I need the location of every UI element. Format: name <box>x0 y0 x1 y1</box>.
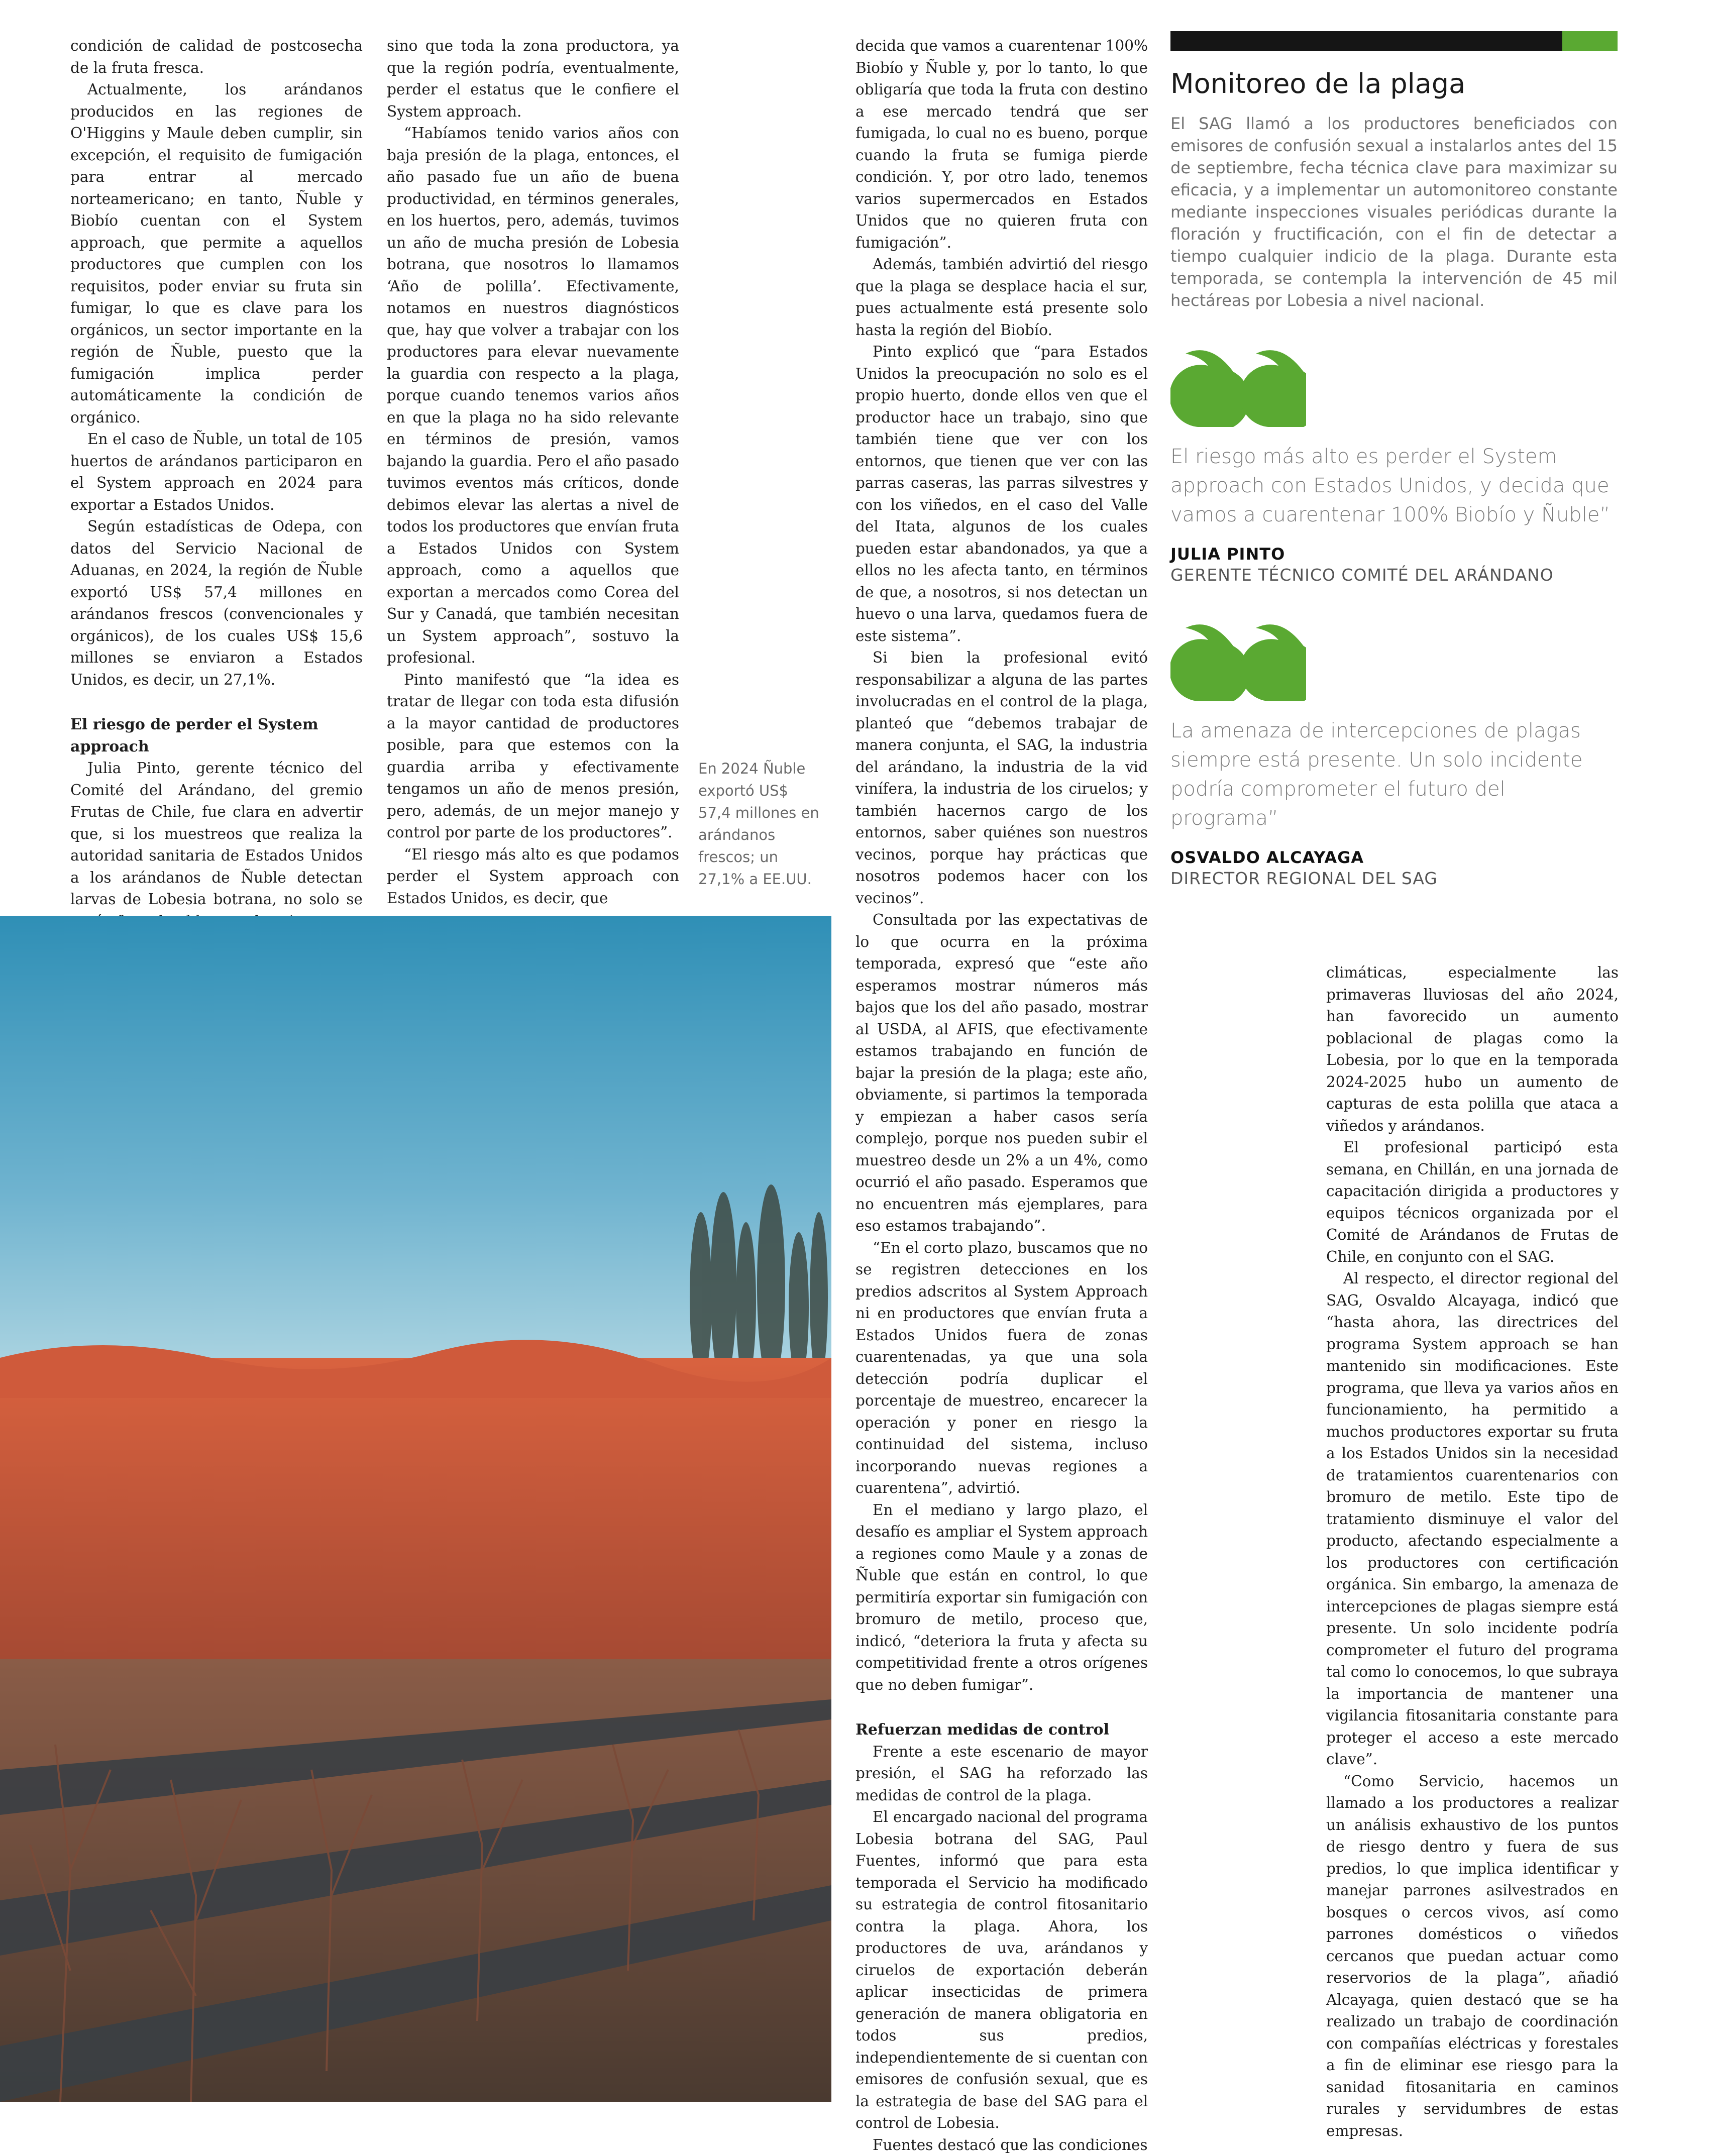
pull-quote <box>1170 616 1618 889</box>
paragraph: climáticas, especialmente las primaveras lluviosas del año 2024, han favorecido un aumento poblacional de plagas como la Lobesia, por lo que en la temporada 2024-2025 hubo un aumento de capturas de esta polilla que ataca a viñedos y arándanos. <box>1326 962 1619 1137</box>
paragraph: Si bien la profesional evitó responsabilizar a alguna de las partes involucradas en el control de la plaga, planteó que “debemos trabajar de manera conjunta, el SAG, la industria del arándano, la industria de la vid vinífera, la industria de los ciruelos; y también hacernos cargo de los entornos, saber quiénes son nuestros vecinos, porque hay prácticas que nosotros podemos hacer con los vecinos”. <box>855 647 1148 909</box>
paragraph: En el mediano y largo plazo, el desafío es ampliar el System approach a regiones como Maule y a zonas de Ñuble que están en control, lo que permitiría exportar sin fumigación con bromuro de metilo, proceso que, indicó, “deteriora la fruta y afecta su competitividad frente a otros orígenes que no deben fumigar”. <box>855 1499 1148 1696</box>
paragraph: Actualmente, los arándanos producidos en las regiones de O'Higgins y Maule deben cumplir, sin excepción, el requisito de fumigación para entrar al mercado norteamericano; en tanto, Ñuble y Biobío cuentan con el System approach, que permite a aquellos productores que cumplen con los requisitos, poder enviar su fruta sin fumigar, lo que es clave para los orgánicos, un sector importante en la región de Ñuble, puesto que la fumigación implica perder automáticamente la condición de orgánico. <box>70 79 363 428</box>
paragraph: El profesional participó esta semana, en Chillán, en una jornada de capacitación dirigida a productores y equipos técnicos organizada por el Comité de Arándanos de Frutas de Chile, en conjunto con el SAG. <box>1326 1137 1619 1268</box>
quote-mark-icon <box>1170 616 1306 701</box>
quote-mark-icon <box>1170 342 1306 427</box>
quote-author: JULIA PINTO <box>1170 544 1618 565</box>
paragraph: decida que vamos a cuarentenar 100% Biobío y Ñuble y, por lo tanto, lo que obligaría que toda la fruta con destino a ese mercado tendrá que ser fumigada, lo cual no es bueno, porque cuando la fruta se fumiga pierde condición. Y, por otro lado, tenemos varios supermercados en Estados Unidos que no quieren fruta con fumigación”. <box>855 35 1148 254</box>
paragraph: “Como Servicio, hacemos un llamado a los productores a realizar un análisis exhaustivo de los puntos de riesgo dentro y fuera de sus predios, lo que implica identificar y manejar parrones asilvestrados en bosques o cercos vivos, así como parrones domésticos o viñedos cercanos que puedan actuar como reservorios de la plaga”, añadió Alcayaga, quien destacó que se ha realizado un trabajo de coordinación con compañías eléctricas y forestales a fin de eliminar ese riesgo para la sanidad fitosanitaria en caminos rurales y servidumbres de estas empresas. <box>1326 1771 1619 2142</box>
paragraph: Según estadísticas de Odepa, con datos del Servicio Nacional de Aduanas, en 2024, la región de Ñuble exportó US$ 57,4 millones en arándanos frescos (convencionales y orgánicos), de los cuales US$ 15,6 millones se enviaron a Estados Unidos, es decir, un 27,1%. <box>70 516 363 691</box>
paragraph: “En el corto plazo, buscamos que no se registren detecciones en los predios adscritos al System Approach ni en productores que envían fruta a Estados Unidos fuera de zonas cuarentenadas, ya que una sola detección podría duplicar el porcentaje de muestreo, encarecer la operación y poner en riesgo la continuidad del sistema, incluso incorporando nuevas regiones a cuarentena”, advirtió. <box>855 1237 1148 1499</box>
paragraph: “El riesgo más alto es que podamos perder el System approach con Estados Unidos, es decir, que <box>387 844 679 910</box>
paragraph: El encargado nacional del programa Lobesia botrana del SAG, Paul Fuentes, informó que para esta temporada el Servicio ha modificado su estrategia de control fitosanitario contra la plaga. Ahora, los productores de uva, arándanos y ciruelos de exportación deberán aplicar insecticidas de primera generación de manera obligatoria en todos sus predios, independientemente de si cuentan con emisores de confusión sexual, que es la estrategia de base del SAG para el control de Lobesia. <box>855 1806 1148 2134</box>
pull-quote <box>1170 342 1618 586</box>
article-column-2 <box>387 35 679 909</box>
paragraph: Frente a este escenario de mayor presión, el SAG ha reforzado las medidas de control de la plaga. <box>855 1741 1148 1807</box>
paragraph: Además, también advirtió del riesgo que la plaga se desplace hacia el sur, pues actualmente está presente solo hasta la región del Biobío. <box>855 254 1148 341</box>
quote-author-role: DIRECTOR REGIONAL DEL SAG <box>1170 868 1618 889</box>
paragraph: Al respecto, el director regional del SAG, Osvaldo Alcayaga, indicó que “hasta ahora, las directrices del programa System approach se han mantenido sin modificaciones. Este programa, que lleva ya varios años en funcionamiento, ha permitido a muchos productores exportar su fruta a los Estados Unidos sin la necesidad de tratamientos cuarentenarios con bromuro de metilo. Este tipo de tratamiento disminuye el valor del producto, afectando especialmente a los productores con certificación orgánica. Sin embargo, la amenaza de intercepciones de plagas siempre está presente. Un solo incidente podría comprometer el futuro del programa tal como lo conocemos, lo que subraya la importancia de mantener una vigilancia fitosanitaria constante para proteger el acceso a este mercado clave”. <box>1326 1268 1619 1771</box>
sidebar-box <box>1170 31 1618 889</box>
paragraph: Consultada por las expectativas de lo que ocurra en la próxima temporada, expresó que “este año esperamos mostrar números más bajos que los del año pasado, mostrar al USDA, al AFIS, que efectivamente estamos trabajando en función de bajar la presión de la plaga; este año, obviamente, si partimos la temporada y empiezan a haber casos sería complejo, porque nos pueden subir el muestreo desde un 2% a un 4%, como ocurrió el año pasado. Esperamos que no encuentren más ejemplares, para eso estamos trabajando”. <box>855 909 1148 1237</box>
sidebar-body: El SAG llamó a los productores beneficiados con emisores de confusión sexual a instalarlos antes del 15 de septiembre, fecha técnica clave para maximizar su eficacia, y a implementar un automonitoreo constante mediante inspecciones visuales periódicas durante la floración y fructificación, con el fin de detectar a tiempo cualquier indicio de la plaga. Durante esta temporada, se contempla la intervención de 45 mil hectáreas por Lobesia a nivel nacional. <box>1170 113 1618 311</box>
section-heading: Refuerzan medidas de control <box>855 1719 1148 1741</box>
header-bar-black <box>1170 31 1562 51</box>
blueberry-field-photo <box>0 916 831 2102</box>
paragraph: Pinto manifestó que “la idea es tratar de llegar con toda esta difusión a la mayor cantidad de productores posible, para que estemos con la guardia arriba y efectivamente tengamos un año de menos presión, pero, además, de un mejor manejo y control por parte de los productores”. <box>387 669 679 844</box>
paragraph: En el caso de Ñuble, un total de 105 huertos de arándanos participaron en el System approach en 2024 para exportar a Estados Unidos. <box>70 428 363 516</box>
quote-text: La amenaza de intercepciones de plagas siempre está presente. Un solo incidente podría comprometer el futuro del programa” <box>1170 716 1618 833</box>
paragraph: “Habíamos tenido varios años con baja presión de la plaga, entonces, el año pasado fue un año de buena productividad, en términos generales, en los huertos, pero, además, tuvimos un año de mucha presión de Lobesia botrana, que nosotros lo llamamos ‘Año de polilla’. Efectivamente, notamos en nuestros diagnósticos que, hay que volver a trabajar con los productores para elevar nuevamente la guardia con respecto a la plaga, porque cuando tenemos varios años en que la plaga no ha sido relevante en términos de presión, vamos bajando la guardia. Pero el año pasado tuvimos eventos más críticos, donde debimos elevar las alertas a nivel de todos los productores que envían fruta a Estados Unidos con System approach, como a aquellos que exportan a mercados como Corea del Sur y Canadá, que también necesitan un System approach”, sostuvo la profesional. <box>387 123 679 669</box>
article-column-3 <box>855 35 1148 2156</box>
header-bar <box>1170 31 1618 51</box>
sidebar-title: Monitoreo de la plaga <box>1170 66 1618 101</box>
quote-author-role: GERENTE TÉCNICO COMITÉ DEL ARÁNDANO <box>1170 565 1618 586</box>
photo-caption: En 2024 Ñuble exportó US$ 57,4 millones en arándanos frescos; un 27,1% a EE.UU. <box>698 758 824 890</box>
paragraph: condición de calidad de postcosecha de la fruta fresca. <box>70 35 363 79</box>
quote-author: OSVALDO ALCAYAGA <box>1170 847 1618 868</box>
section-heading: El riesgo de perder el System approach <box>70 714 363 758</box>
article-column-1 <box>70 35 363 932</box>
paragraph: Pinto explicó que “para Estados Unidos la preocupación no solo es el propio huerto, donde ellos ven que el productor hace un trabajo, sino que también tiene que ver con los entornos, que tienen que ver con las parras caseras, las parras silvestres y con los viñedos, en el caso del Valle del Itata, algunos de los cuales pueden estar abandonados, ya que a ellos no les afecta tanto, en términos de que, a nosotros, si nos detectan un huevo o una larva, quedamos fuera de este sistema”. <box>855 341 1148 647</box>
header-bar-accent <box>1562 31 1618 51</box>
quote-text: El riesgo más alto es perder el System approach con Estados Unidos, y decida que vamos a cuarentenar 100% Biobío y Ñuble” <box>1170 442 1618 529</box>
paragraph: Fuentes destacó que las condiciones <box>855 2134 1148 2156</box>
article-column-4 <box>1326 962 1619 2142</box>
paragraph: sino que toda la zona productora, ya que la región podría, eventualmente, perder el estatus que le confiere el System approach. <box>387 35 679 123</box>
paragraph: Julia Pinto, gerente técnico del Comité del Arándano, del gremio Frutas de Chile, fue clara en advertir que, si los muestreos que realiza la autoridad sanitaria de Estados Unidos a los arándanos de Ñuble detectan larvas de Lobesia botrana, no solo se <box>70 758 363 932</box>
